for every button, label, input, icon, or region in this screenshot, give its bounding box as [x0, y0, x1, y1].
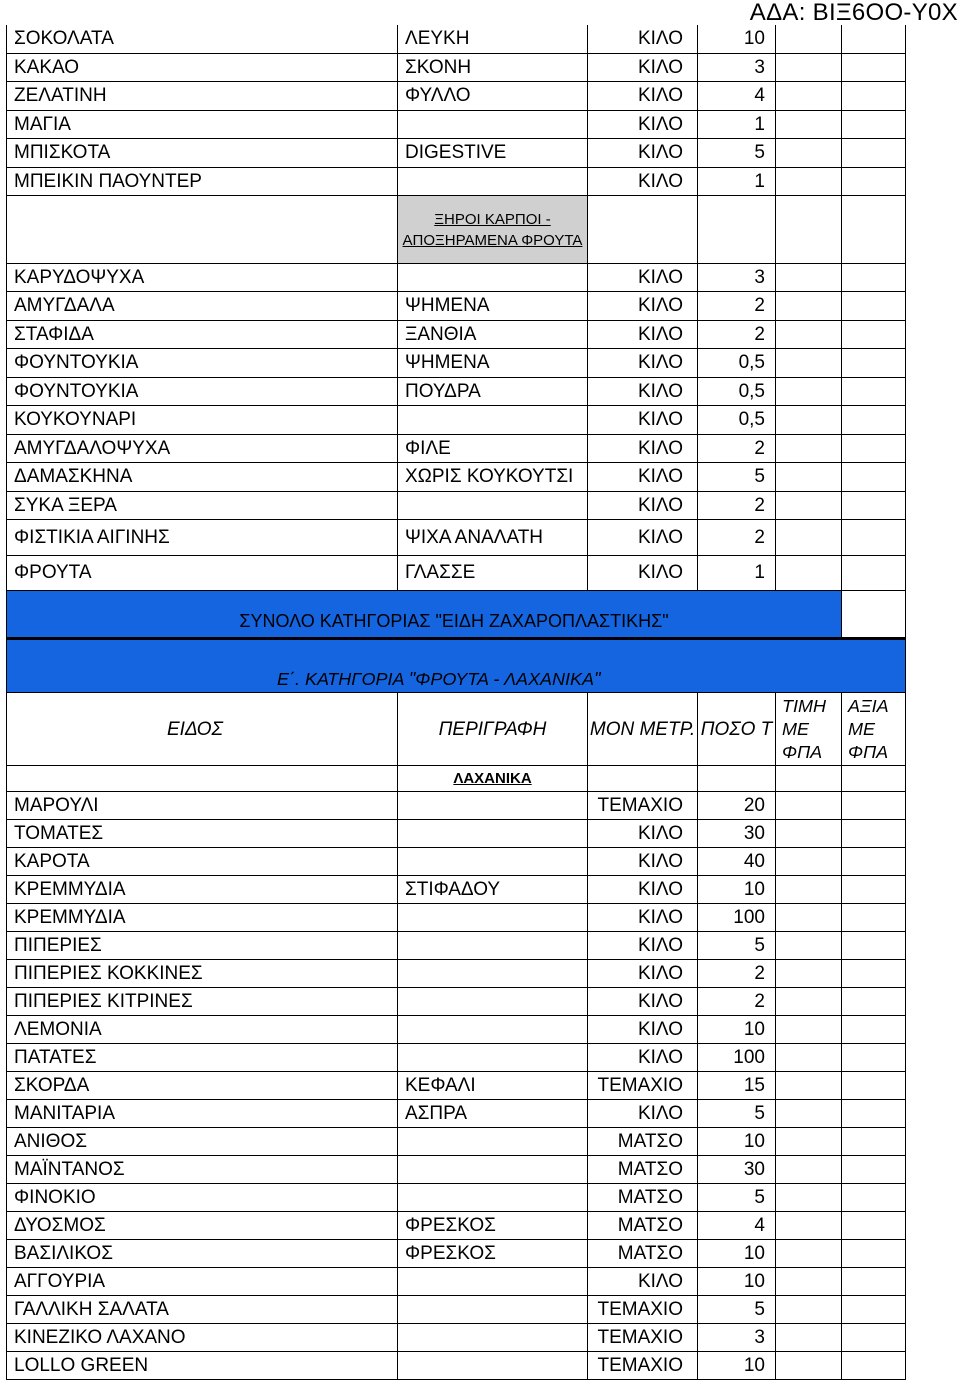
item-quantity: 100: [698, 904, 776, 932]
item-name: ΠΙΠΕΡΙΕΣ: [6, 932, 398, 960]
item-price: [776, 904, 842, 932]
item-price: [776, 820, 842, 848]
item-price: [776, 406, 842, 435]
item-unit: ΚΙΛΟ: [588, 848, 698, 876]
item-name: ΚΟΥΚΟΥΝΑΡΙ: [6, 406, 398, 435]
table-row: [6, 1156, 906, 1184]
table-row: [6, 1016, 906, 1044]
item-description: [398, 792, 588, 820]
item-quantity: 10: [698, 1240, 776, 1268]
item-unit: ΚΙΛΟ: [588, 25, 698, 54]
item-price: [776, 292, 842, 321]
item-name: ΑΜΥΓΔΑΛΟΨΥΧΑ: [6, 435, 398, 463]
item-name: ΔΥΟΣΜΟΣ: [6, 1212, 398, 1240]
item-unit: ΚΙΛΟ: [588, 556, 698, 591]
item-value: [842, 1296, 906, 1324]
table-row: [6, 876, 906, 904]
item-value: [842, 1156, 906, 1184]
item-description: [398, 1324, 588, 1352]
item-unit: ΚΙΛΟ: [588, 321, 698, 349]
item-price: [776, 349, 842, 378]
table-row: [6, 1352, 906, 1380]
item-name: ΣΤΑΦΙΔΑ: [6, 321, 398, 349]
item-value: [842, 1072, 906, 1100]
item-value: [842, 520, 906, 556]
item-quantity: 3: [698, 1324, 776, 1352]
col-value: ΑΞΙΑ ΜΕ ΦΠΑ: [842, 693, 906, 766]
procurement-table: [6, 25, 906, 1380]
item-value: [842, 556, 906, 591]
item-price: [776, 1128, 842, 1156]
item-name: ΣΥΚΑ ΞΕΡΑ: [6, 492, 398, 520]
item-quantity: 4: [698, 82, 776, 111]
item-price: [776, 1352, 842, 1380]
table-row: [6, 82, 906, 111]
item-unit: ΚΙΛΟ: [588, 492, 698, 520]
item-description: ΦΡΕΣΚΟΣ: [398, 1240, 588, 1268]
item-value: [842, 1352, 906, 1380]
item-description: ΦΙΛΕ: [398, 435, 588, 463]
item-price: [776, 435, 842, 463]
item-price: [776, 960, 842, 988]
item-description: ΧΩΡΙΣ ΚΟΥΚΟΥΤΣΙ: [398, 463, 588, 492]
item-description: [398, 848, 588, 876]
item-unit: ΜΑΤΣΟ: [588, 1156, 698, 1184]
item-value: [842, 435, 906, 463]
section-confectionery: [6, 25, 906, 196]
category-heading-row: [6, 638, 906, 693]
item-description: ΞΑΝΘΙΑ: [398, 321, 588, 349]
item-value: [842, 139, 906, 168]
item-quantity: 15: [698, 1072, 776, 1100]
item-unit: ΤΕΜΑΧΙΟ: [588, 792, 698, 820]
item-value: [842, 1240, 906, 1268]
item-quantity: 0,5: [698, 349, 776, 378]
item-price: [776, 139, 842, 168]
item-name: ΚΑΚΑΟ: [6, 54, 398, 82]
item-name: ΦΟΥΝΤΟΥΚΙΑ: [6, 378, 398, 406]
item-unit: ΚΙΛΟ: [588, 904, 698, 932]
item-unit: ΤΕΜΑΧΙΟ: [588, 1072, 698, 1100]
item-description: [398, 111, 588, 139]
item-description: DIGESTIVE: [398, 139, 588, 168]
item-name: ΑΝΙΘΟΣ: [6, 1128, 398, 1156]
item-quantity: 5: [698, 1296, 776, 1324]
item-name: ΚΙΝΕΖΙΚΟ ΛΑΧΑΝΟ: [6, 1324, 398, 1352]
table-row: [6, 1128, 906, 1156]
table-row: [6, 264, 906, 292]
item-value: [842, 292, 906, 321]
item-price: [776, 848, 842, 876]
table-row: [6, 848, 906, 876]
item-name: LOLLO GREEN: [6, 1352, 398, 1380]
item-quantity: 100: [698, 1044, 776, 1072]
item-name: ΣΟΚΟΛΑΤΑ: [6, 25, 398, 54]
item-name: ΑΓΓΟΥΡΙΑ: [6, 1268, 398, 1296]
item-value: [842, 904, 906, 932]
item-description: [398, 1044, 588, 1072]
item-quantity: 2: [698, 492, 776, 520]
item-description: ΓΛΑΣΣΕ: [398, 556, 588, 591]
item-price: [776, 25, 842, 54]
item-description: [398, 960, 588, 988]
table-row: [6, 1044, 906, 1072]
item-value: [842, 960, 906, 988]
table-row: [6, 988, 906, 1016]
item-quantity: 2: [698, 292, 776, 321]
item-quantity: 2: [698, 960, 776, 988]
item-name: ΑΜΥΓΔΑΛΑ: [6, 292, 398, 321]
table-row: [6, 1324, 906, 1352]
item-description: [398, 1128, 588, 1156]
item-value: [842, 25, 906, 54]
item-quantity: 4: [698, 1212, 776, 1240]
item-price: [776, 463, 842, 492]
item-quantity: 2: [698, 435, 776, 463]
item-value: [842, 111, 906, 139]
table-row: [6, 463, 906, 492]
item-name: ΚΡΕΜΜΥΔΙΑ: [6, 904, 398, 932]
item-unit: ΚΙΛΟ: [588, 820, 698, 848]
item-description: [398, 1268, 588, 1296]
item-value: [842, 463, 906, 492]
item-price: [776, 1240, 842, 1268]
col-price: ΤΙΜΗ ΜΕ ΦΠΑ: [776, 693, 842, 766]
item-description: ΨΙΧΑ ΑΝΑΛΑΤΗ: [398, 520, 588, 556]
subheading-vegetables: ΛΑΧΑΝΙΚΑ: [398, 766, 588, 792]
item-value: [842, 1268, 906, 1296]
item-quantity: 2: [698, 321, 776, 349]
item-description: [398, 904, 588, 932]
table-row: [6, 904, 906, 932]
table-row: [6, 139, 906, 168]
item-quantity: 3: [698, 54, 776, 82]
item-unit: ΚΙΛΟ: [588, 292, 698, 321]
item-unit: ΚΙΛΟ: [588, 1016, 698, 1044]
item-quantity: 10: [698, 1128, 776, 1156]
col-desc: ΠΕΡΙΓΡΑΦΗ: [398, 693, 588, 766]
item-price: [776, 1184, 842, 1212]
item-value: [842, 792, 906, 820]
item-quantity: 3: [698, 264, 776, 292]
item-unit: ΚΙΛΟ: [588, 932, 698, 960]
item-value: [842, 168, 906, 196]
item-unit: ΚΙΛΟ: [588, 876, 698, 904]
item-unit: ΚΙΛΟ: [588, 1268, 698, 1296]
item-quantity: 30: [698, 1156, 776, 1184]
item-value: [842, 54, 906, 82]
table-row: [6, 1296, 906, 1324]
item-description: [398, 932, 588, 960]
item-name: ΚΑΡΟΤΑ: [6, 848, 398, 876]
item-unit: ΜΑΤΣΟ: [588, 1184, 698, 1212]
item-value: [842, 1212, 906, 1240]
item-description: ΨΗΜΕΝΑ: [398, 349, 588, 378]
item-description: [398, 1184, 588, 1212]
item-value: [842, 820, 906, 848]
col-unit: ΜΟΝ ΜΕΤΡ.: [588, 693, 698, 766]
item-unit: ΚΙΛΟ: [588, 463, 698, 492]
table-row: [6, 520, 906, 556]
item-price: [776, 1324, 842, 1352]
item-quantity: 0,5: [698, 406, 776, 435]
item-name: ΚΑΡΥΔΟΨΥΧΑ: [6, 264, 398, 292]
item-unit: ΚΙΛΟ: [588, 1044, 698, 1072]
table-row: [6, 1184, 906, 1212]
item-price: [776, 378, 842, 406]
item-description: ΦΥΛΛΟ: [398, 82, 588, 111]
item-name: ΦΟΥΝΤΟΥΚΙΑ: [6, 349, 398, 378]
table-row: [6, 168, 906, 196]
item-unit: ΤΕΜΑΧΙΟ: [588, 1296, 698, 1324]
item-name: ΜΑΡΟΥΛΙ: [6, 792, 398, 820]
item-unit: ΤΕΜΑΧΙΟ: [588, 1352, 698, 1380]
item-value: [842, 492, 906, 520]
item-name: ΣΚΟΡΔΑ: [6, 1072, 398, 1100]
item-quantity: 2: [698, 988, 776, 1016]
item-price: [776, 1072, 842, 1100]
item-description: ΦΡΕΣΚΟΣ: [398, 1212, 588, 1240]
item-unit: ΚΙΛΟ: [588, 54, 698, 82]
table-row: [6, 1268, 906, 1296]
item-value: [842, 988, 906, 1016]
item-name: ΤΟΜΑΤΕΣ: [6, 820, 398, 848]
item-name: ΓΑΛΛΙΚΗ ΣΑΛΑΤΑ: [6, 1296, 398, 1324]
item-quantity: 1: [698, 556, 776, 591]
item-price: [776, 876, 842, 904]
item-name: ΜΠΙΣΚΟΤΑ: [6, 139, 398, 168]
item-name: ΜΠΕΙΚΙΝ ΠΑΟΥΝΤΕΡ: [6, 168, 398, 196]
item-quantity: 5: [698, 463, 776, 492]
col-qty: ΠΟΣΟ Τ: [698, 693, 776, 766]
item-description: [398, 406, 588, 435]
item-price: [776, 111, 842, 139]
item-description: [398, 264, 588, 292]
ada-code: ΑΔΑ: ΒΙΞ6ΟΟ-Υ0Χ: [749, 0, 958, 26]
item-unit: ΚΙΛΟ: [588, 435, 698, 463]
item-price: [776, 54, 842, 82]
item-unit: ΚΙΛΟ: [588, 960, 698, 988]
item-name: ΜΑΓΙΑ: [6, 111, 398, 139]
item-unit: ΚΙΛΟ: [588, 520, 698, 556]
item-unit: ΜΑΤΣΟ: [588, 1240, 698, 1268]
item-quantity: 5: [698, 1100, 776, 1128]
item-description: ΠΟΥΔΡΑ: [398, 378, 588, 406]
item-value: [842, 349, 906, 378]
table-row: [6, 111, 906, 139]
item-price: [776, 1016, 842, 1044]
item-quantity: 10: [698, 1016, 776, 1044]
item-name: ΒΑΣΙΛΙΚΟΣ: [6, 1240, 398, 1268]
item-unit: ΚΙΛΟ: [588, 139, 698, 168]
item-value: [842, 82, 906, 111]
item-quantity: 1: [698, 111, 776, 139]
item-name: ΠΙΠΕΡΙΕΣ ΚΟΚΚΙΝΕΣ: [6, 960, 398, 988]
table-row: [6, 932, 906, 960]
item-unit: ΤΕΜΑΧΙΟ: [588, 1324, 698, 1352]
item-description: ΑΣΠΡΑ: [398, 1100, 588, 1128]
item-description: ΚΕΦΑΛΙ: [398, 1072, 588, 1100]
table-row: [6, 435, 906, 463]
table-row: [6, 292, 906, 321]
item-description: [398, 168, 588, 196]
item-value: [842, 876, 906, 904]
subheading-dried-fruits: ΞΗΡΟΙ ΚΑΡΠΟΙ - ΑΠΟΞΗΡΑΜΕΝΑ ΦΡΟΥΤΑ: [398, 196, 588, 264]
item-description: ΣΤΙΦΑΔΟΥ: [398, 876, 588, 904]
item-unit: ΚΙΛΟ: [588, 82, 698, 111]
table-row: [6, 349, 906, 378]
item-value: [842, 264, 906, 292]
item-price: [776, 1100, 842, 1128]
item-value: [842, 1184, 906, 1212]
item-name: ΦΡΟΥΤΑ: [6, 556, 398, 591]
table-row: [6, 378, 906, 406]
item-description: [398, 492, 588, 520]
item-price: [776, 1044, 842, 1072]
item-price: [776, 492, 842, 520]
item-unit: ΚΙΛΟ: [588, 168, 698, 196]
subheading-row-veg: [6, 766, 906, 792]
item-value: [842, 932, 906, 960]
item-unit: ΚΙΛΟ: [588, 406, 698, 435]
category-total-row: [6, 591, 906, 638]
item-price: [776, 264, 842, 292]
item-value: [842, 1100, 906, 1128]
item-name: ΛΕΜΟΝΙΑ: [6, 1016, 398, 1044]
item-quantity: 30: [698, 820, 776, 848]
category-total-label: ΣΥΝΟΛΟ ΚΑΤΗΓΟΡΙΑΣ "ΕΙΔΗ ΖΑΧΑΡΟΠΛΑΣΤΙΚΗΣ": [6, 591, 842, 638]
item-description: ΣΚΟΝΗ: [398, 54, 588, 82]
item-price: [776, 1212, 842, 1240]
item-name: ΔΑΜΑΣΚΗΝΑ: [6, 463, 398, 492]
table-row: [6, 1240, 906, 1268]
section-vegetables: [6, 792, 906, 1380]
item-quantity: 2: [698, 520, 776, 556]
item-price: [776, 932, 842, 960]
table-row: [6, 1100, 906, 1128]
item-quantity: 5: [698, 932, 776, 960]
item-quantity: 5: [698, 1184, 776, 1212]
item-name: ΠΑΤΑΤΕΣ: [6, 1044, 398, 1072]
item-description: [398, 1352, 588, 1380]
item-description: [398, 820, 588, 848]
item-unit: ΚΙΛΟ: [588, 988, 698, 1016]
item-quantity: 10: [698, 25, 776, 54]
item-name: ΦΙΝΟΚΙΟ: [6, 1184, 398, 1212]
item-name: ΚΡΕΜΜΥΔΙΑ: [6, 876, 398, 904]
item-price: [776, 82, 842, 111]
item-quantity: 5: [698, 139, 776, 168]
item-unit: ΜΑΤΣΟ: [588, 1128, 698, 1156]
table-row: [6, 25, 906, 54]
item-description: [398, 988, 588, 1016]
item-price: [776, 1296, 842, 1324]
item-name: ΜΑΪΝΤΑΝΟΣ: [6, 1156, 398, 1184]
item-price: [776, 1268, 842, 1296]
item-value: [842, 1016, 906, 1044]
item-unit: ΚΙΛΟ: [588, 378, 698, 406]
item-price: [776, 168, 842, 196]
column-header-row: [6, 693, 906, 766]
table-row: [6, 556, 906, 591]
item-price: [776, 988, 842, 1016]
item-quantity: 10: [698, 1352, 776, 1380]
item-value: [842, 1128, 906, 1156]
table-row: [6, 321, 906, 349]
item-price: [776, 1156, 842, 1184]
item-unit: ΜΑΤΣΟ: [588, 1212, 698, 1240]
table-row: [6, 820, 906, 848]
item-description: ΨΗΜΕΝΑ: [398, 292, 588, 321]
item-value: [842, 406, 906, 435]
table-row: [6, 792, 906, 820]
item-unit: ΚΙΛΟ: [588, 111, 698, 139]
item-price: [776, 321, 842, 349]
item-unit: ΚΙΛΟ: [588, 349, 698, 378]
table-row: [6, 406, 906, 435]
col-item: ΕΙΔΟΣ: [6, 693, 398, 766]
item-value: [842, 848, 906, 876]
item-name: ΦΙΣΤΙΚΙΑ ΑΙΓΙΝΗΣ: [6, 520, 398, 556]
item-value: [842, 378, 906, 406]
item-unit: ΚΙΛΟ: [588, 264, 698, 292]
item-value: [842, 321, 906, 349]
item-name: ΜΑΝΙΤΑΡΙΑ: [6, 1100, 398, 1128]
item-value: [842, 1324, 906, 1352]
table-row: [6, 960, 906, 988]
item-description: [398, 1016, 588, 1044]
item-description: ΛΕΥΚΗ: [398, 25, 588, 54]
item-description: [398, 1296, 588, 1324]
category-e-heading: Ε΄. ΚΑΤΗΓΟΡΙΑ "ΦΡΟΥΤΑ - ΛΑΧΑΝΙΚΑ": [6, 638, 906, 693]
item-price: [776, 792, 842, 820]
item-quantity: 0,5: [698, 378, 776, 406]
table-row: [6, 1072, 906, 1100]
section-dried-fruits: [6, 264, 906, 591]
item-price: [776, 556, 842, 591]
table-row: [6, 1212, 906, 1240]
item-value: [842, 1044, 906, 1072]
item-price: [776, 520, 842, 556]
subheading-row-dried: [6, 196, 906, 264]
item-name: ΠΙΠΕΡΙΕΣ ΚΙΤΡΙΝΕΣ: [6, 988, 398, 1016]
table-row: [6, 54, 906, 82]
item-quantity: 20: [698, 792, 776, 820]
item-description: [398, 1156, 588, 1184]
item-quantity: 10: [698, 876, 776, 904]
item-quantity: 40: [698, 848, 776, 876]
item-quantity: 10: [698, 1268, 776, 1296]
table-row: [6, 492, 906, 520]
item-name: ΖΕΛΑΤΙΝΗ: [6, 82, 398, 111]
item-unit: ΚΙΛΟ: [588, 1100, 698, 1128]
item-quantity: 1: [698, 168, 776, 196]
